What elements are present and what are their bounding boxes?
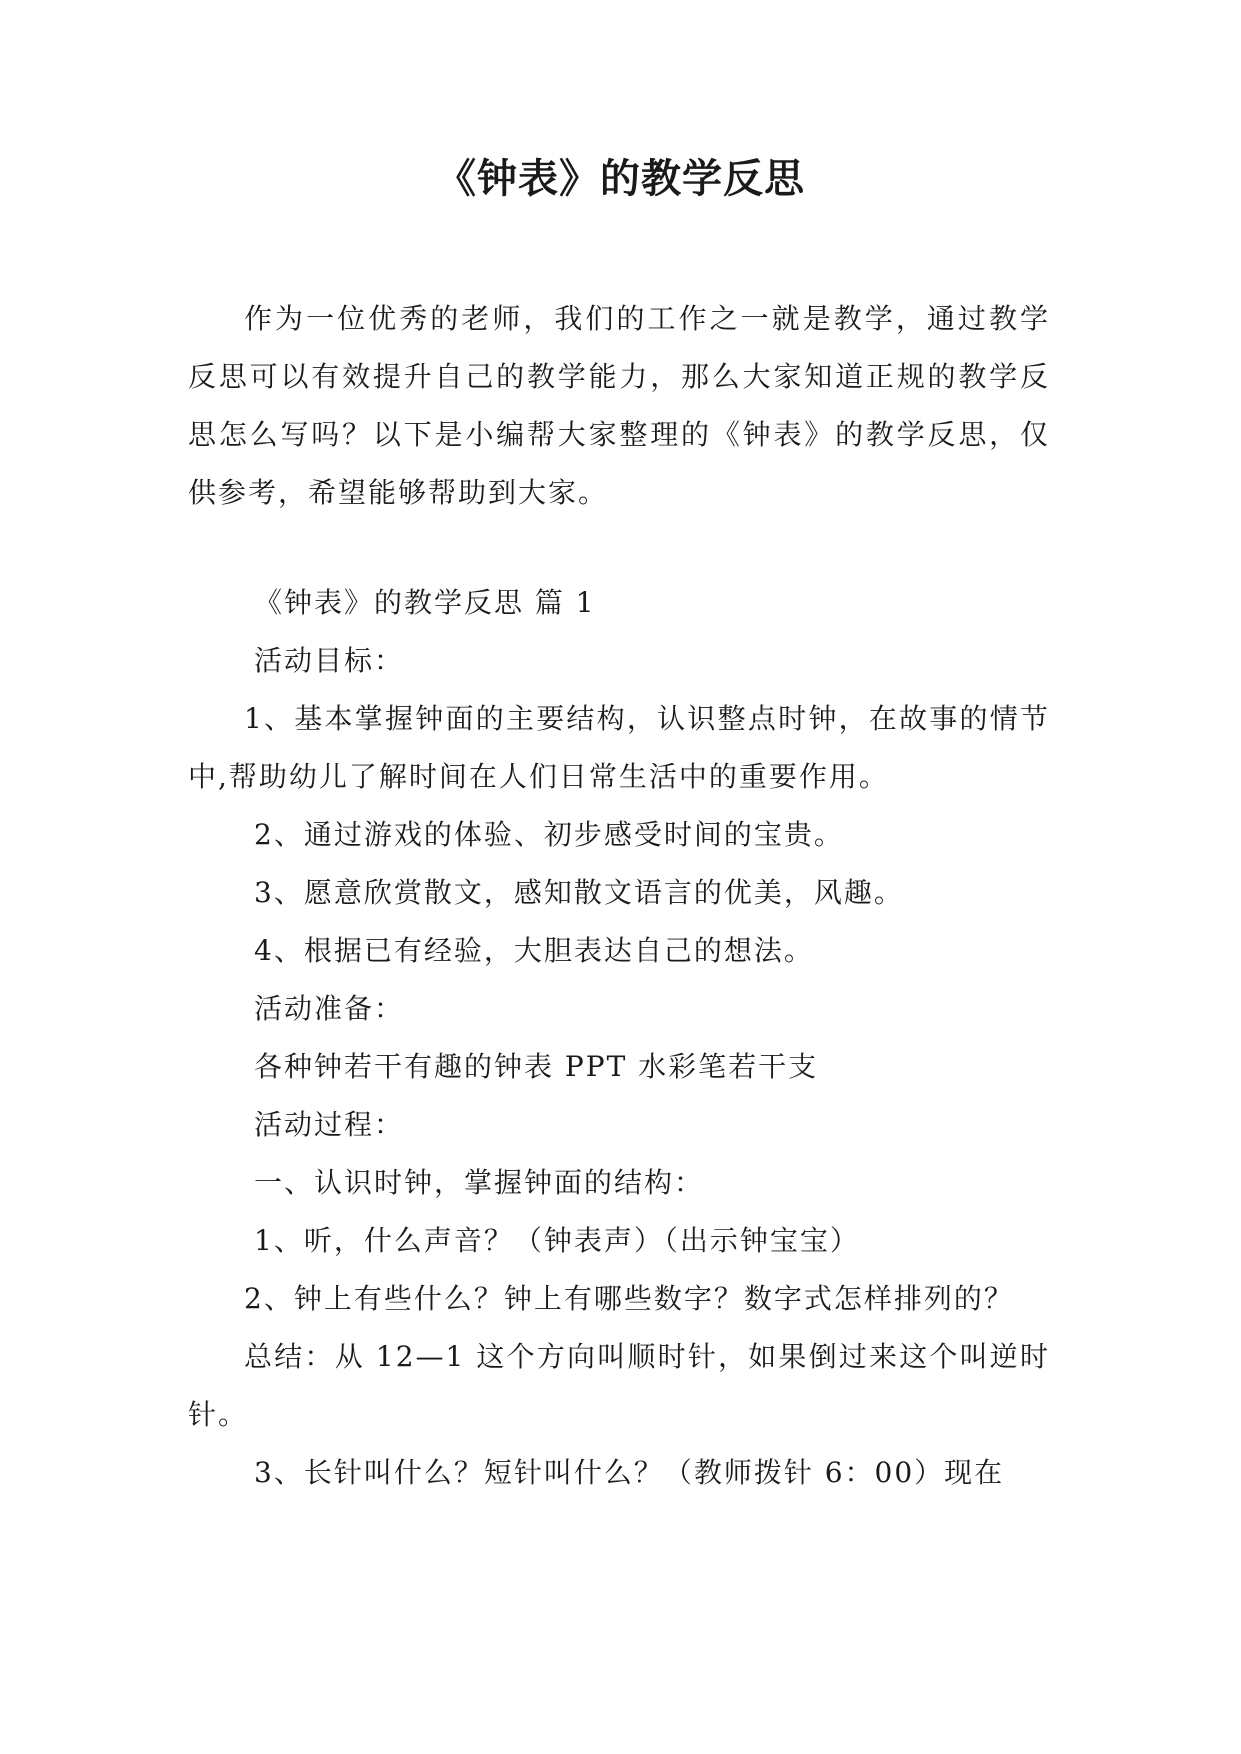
question-1: 1、听，什么声音？（钟表声）（出示钟宝宝） — [254, 1224, 860, 1257]
goals-label: 活动目标： — [254, 644, 405, 677]
goal-item-2: 2、通过游戏的体验、初步感受时间的宝贵。 — [254, 818, 844, 851]
question-3: 3、长针叫什么？短针叫什么？（教师拨针 6：00）现在 — [254, 1456, 1005, 1489]
goal-item-4: 4、根据已有经验，大胆表达自己的想法。 — [254, 934, 814, 967]
process-step-1: 一、认识时钟，掌握钟面的结构： — [254, 1166, 705, 1199]
goal-item-3: 3、愿意欣赏散文，感知散文语言的优美，风趣。 — [254, 876, 904, 909]
document-body — [188, 290, 1050, 1502]
prep-label: 活动准备： — [254, 992, 405, 1025]
section-heading: 《钟表》的教学反思 篇 1 — [254, 586, 596, 619]
prep-text: 各种钟若干有趣的钟表 PPT 水彩笔若干支 — [254, 1050, 819, 1083]
paragraph-spacer — [188, 522, 1050, 574]
document-title: 《钟表》的教学反思 — [436, 156, 805, 202]
summary-paragraph: 总结：从 12—1 这个方向叫顺时针，如果倒过来这个叫逆时针。 — [188, 1340, 1050, 1431]
goal-item-1: 1、基本掌握钟面的主要结构，认识整点时钟，在故事的情节中,帮助幼儿了解时间在人们日常生活中的重要作用。 — [188, 702, 1050, 793]
intro-paragraph: 作为一位优秀的老师，我们的工作之一就是教学，通过教学反思可以有效提升自己的教学能力，那么大家知道正规的教学反思怎么写吗？以下是小编帮大家整理的《钟表》的教学反思，仅供参考，希望能够帮助到大家。 — [188, 302, 1050, 509]
question-2: 2、钟上有些什么？钟上有哪些数字？数字式怎样排列的？ — [244, 1282, 1014, 1315]
process-label: 活动过程： — [254, 1108, 405, 1141]
